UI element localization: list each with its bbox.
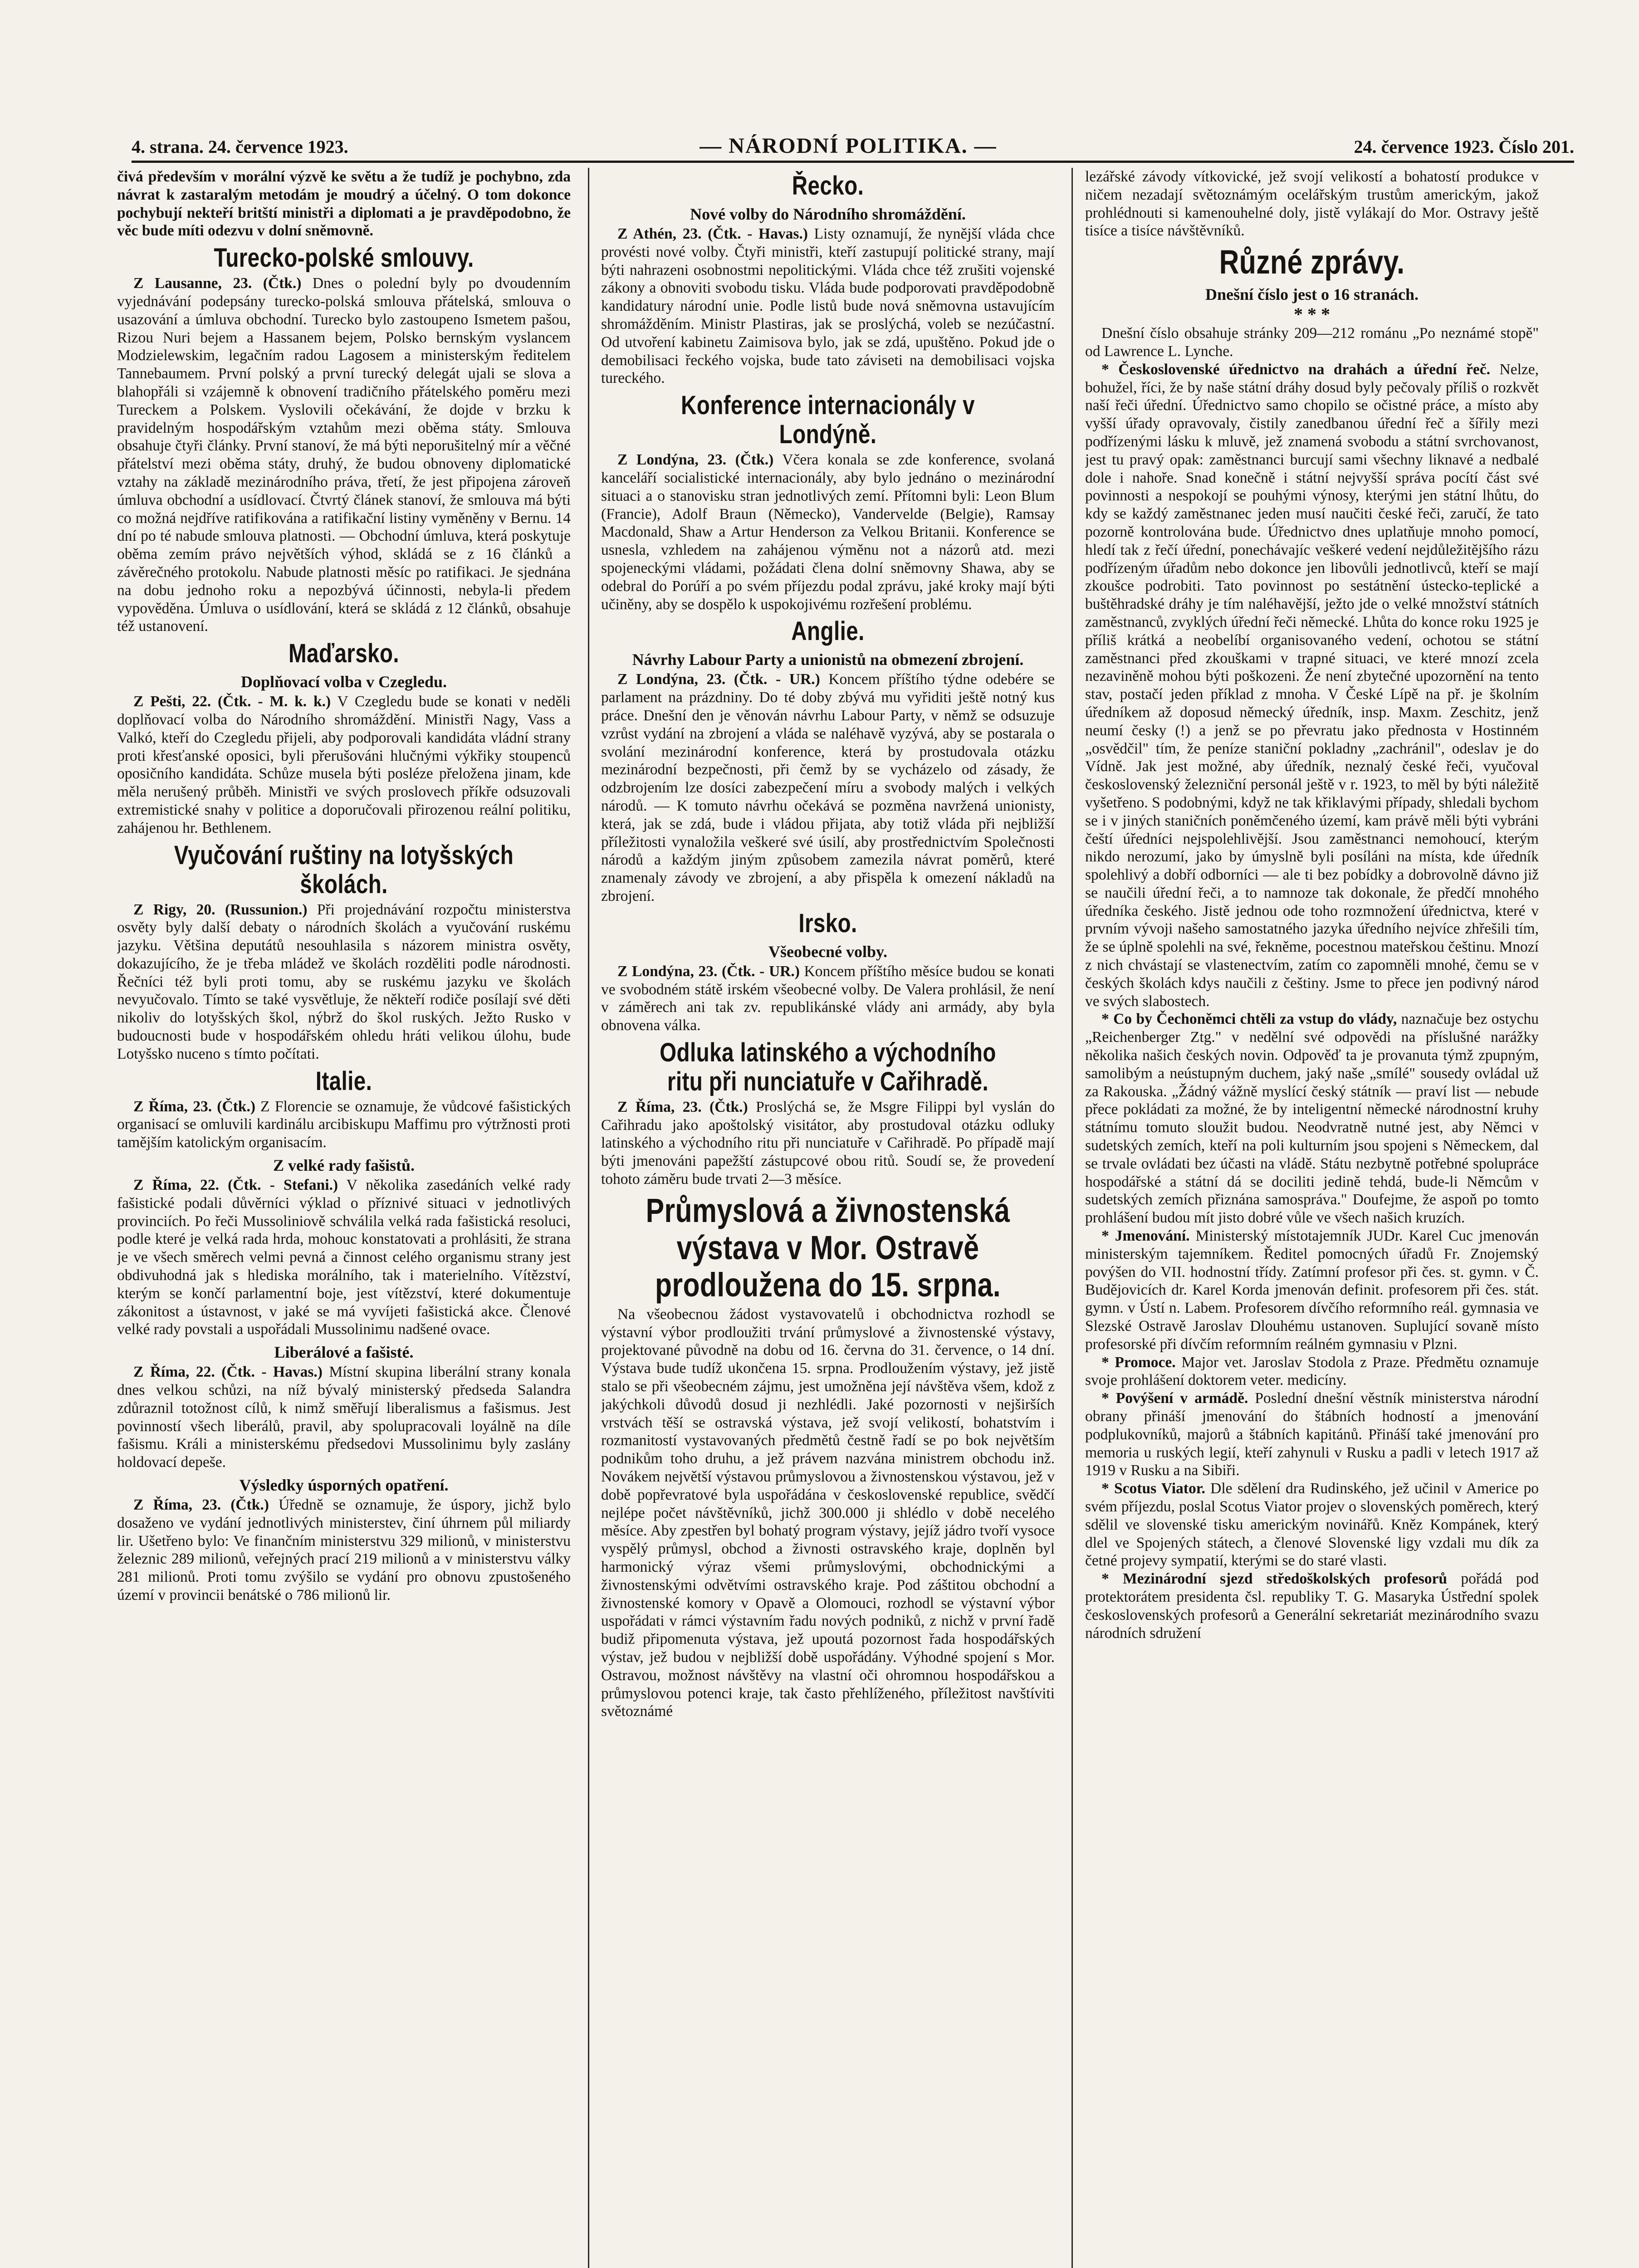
article-text: Koncem příštího týdne odebére se parlament na prázdniny. Do té doby zbývá mu vyřiditi ještě notný kus práce. Dnešní den je věnován návrhu Labour Party, v němž se odsuzuje vzrůst vydání na zbrojení a vláda se naléhavě vyzývá, aby se postarala o svolání mezinárodní konference, která by prostudovala otázku mezinárodní bezpečnosti, při čemž by se vycházelo od zásady, že odzbrojením lze dosíci zabezpečení míru a svobody malých i velkých národů. — K tomuto návrhu očekává se pozměna navržená unionisty, která, jak se zdá, bude i vládou přijata, aby totiž vláda při nejbližší příležitosti vynaložila veškeré své úsilí, aby prostřednictvím Společnosti národů a každým jiným způsobem zamezila návrat poměrů, které znamenaly závody ve zbrojení, a aby přispěla k omezení nákladů na zbrojení. [601,671,1055,904]
news-lead: * Mezinárodní sjezd středoškolských profesorů [1101,1570,1448,1588]
article-text: Listy oznamují, že nynější vláda chce provésti nové volby. Čtyři ministři, kteří zastupují politické strany, mají býti nahrazeni osobnostmi nepolitickými. Vláda chce též zrušiti vojenské zákony a obnoviti svobodu tisku. Vláda bude podporovati pravděpodobně kandidatury národní unie. Podle listů bude nová sněmovna ustavujícím shromážděním. Ministr Plastiras, jak se proslýchá, voleb se nezúčastní. Od utvoření kabinetu Zaimisova bylo, jak se zdá, upuštěno. Pokud jde o demobilisaci řeckého vojska, bude tato záviseti na demobilisaci vojska tureckého. [601,225,1055,387]
article-body: Na všeobecnou žádost vystavovatelů i obchodnictva rozhodl se výstavní výbor prodloužiti trvání průmyslové a živnostenské výstavy, projektované původně na dobu od 16. června do 31. července, o 14 dní. Výstava bude tudíž ukončena 15. srpna. Prodloužením výstavy, jež jistě stalo se při všeobecném zájmu, jest umožněna její návštěva všem, kdož z jakýchkoli důvodů dosud ji nezhlédli. Jaké pozornosti v nejširších vrstvách těší se ostravská výstava, jež svojí velikostí, bohatstvím i rozmanitostí vystavovaných předmětů čestně řadí se po bok největším podnikům toho druhu, a jež právem nazvána ministrem obchodu inž. Novákem největší výstavou průmyslovou a živnostenskou výstavou, jež v době popřevratové byla uspořádána v československé republice, svědčí nejlépe počet návštěvníků, jichž 300.000 ji shlédlo v době necelého měsíce. Aby zpestřen byl bohatý program výstavy, jejíž jádro tvoří vysoce vyspělý průmysl, obchod a živnosti ostravského kraje, doplněn byl harmonický výraz všemi průmyslovými, obchodnickými a živnostenskými odvětvími ostravského kraje. Pod záštitou obchodní a živnostenské komory v Opavě a Olomouci, rozhodl se výstavní výbor uspořádati v rámci výstavním řadu nových podniků, z nichž v první řadě budiž připomenuta výstava, jež upoutá pozornost řada hospodářských výstav, jež budou v nejbližší době uspořádány. Výhodné spojení s Mor. Ostravou, možnost návštěvy na vlastní oči ohromnou hospodářskou a průmyslovou potenci kraje, tak často přehlíženého, příležitost navštíviti světoznámé [601,1305,1055,1720]
article-title: Průmyslová a živnostenská výstava v Mor. Ostravě prodloužena do 15. srpna. [646,1191,1010,1304]
article-title: Italie. [315,1066,372,1096]
article-subtitle: Všeobecné volby. [768,942,887,961]
news-text: Poslední dnešní věstník ministerstva národní obrany přináší jmenování do štábních hodností a jmenování podplukovníků, majorů a štábních kapitánů. Přináší také jmenování pro memoria u ruských legií, kteří zahynuli v Rusku a padli v letech 1917 až 1919 v Rusku a na Sibiři. [1085,1390,1539,1479]
section-subtitle: Dnešní číslo jest o 16 stranách. [1205,285,1419,304]
article-text: V několika zasedáních velké rady fašistické podali důvěrníci výklad o příznivé situaci v jednotlivých provinciích. Po řeči Mussoliniově schválila velká rada fašistická resoluci, podle které je velká rada hrda, mohouc konstatovati a prohlásiti, že strana je ve všech směrech velmi pevná a činnost celého organismu strany jest obdivuhodná jak s hlediska morálního, tak i materielního. Vítězství, kterým se končí parlamentní boje, jest vítězství, které dokumentuje zákonitost a ústavnost, v jaké se má vyvíjeti fašistická akce. Členové velké rady povstali a uspořádali Mussolinimu nadšené ovace. [117,1177,571,1338]
news-text: Major vet. Jaroslav Stodola z Praze. Předmětu oznamuje svoje prohlášení doktorem veter. medicíny. [1085,1354,1539,1389]
article-body [117,274,571,635]
article-body [117,1363,571,1471]
article-body [601,670,1055,905]
article-title: Řecko. [792,171,864,200]
article-title: Maďarsko. [288,639,400,669]
dateline: Z Říma, 23. (Čtk.) [617,1098,748,1115]
news-item [1085,1570,1539,1642]
column-divider [588,168,589,2268]
article-title: Irsko. [798,908,857,938]
article-text: Dnes o polední byly po dvoudenním vyjednávání podepsány turecko-polská smlouva přátelská, smlouva o usazování a úmluva obchodní. Turecko bylo zastoupeno Ismetem pašou, Rizou Nuri bejem a Hassanem bejem, Polsko bernským vyslancem Modzielewskim, legačním radou Lagosem a ministerským ředitelem Tannebaumem. První polský a první turecký delegát ujali se slova a blahopřáli si vzájemně k obnovení tradičního přátelského poměru mezi Tureckem a Polskem. Vyslovili očekávání, že dojde v brzku k pravidelným hospodářským vztahům mezi oběma státy. Smlouva obsahuje čtyři články. První stanoví, že má býti neporušitelný mír a věčné přátelství mezi oběma státy, druhý, že budou obnoveny diplomatické vztahy na základě mezinárodního práva, třetí, že jest připojena zároveň úmluva obchodní a usídlovací. Čtvrtý článek stanoví, že smlouva má býti co možná nejdříve ratifikována a ratifikační listiny vyměněny v Bernu. 14 dní po té nabude smlouva platnosti. — Obchodní úmluva, která poskytuje oběma zemím právo největších výhod, skládá se z 16 článků a závěrečného protokolu. Nabude platnosti měsíc po ratifikaci. Je sjednána na dobu jednoho roku a nepozbývá účinnosti, nebyla-li předem vypověděna. Úmluva o usídlování, která se skládá z 12 článků, obsahuje též ustanovení. [117,275,571,635]
header-left: 4. strana. 24. července 1923. [132,137,348,157]
dateline: Z Říma, 23. (Čtk.) [133,1098,255,1115]
dateline: Z Pešti, 22. (Čtk. - M. k. k.) [133,693,331,710]
header-right: 24. července 1923. Číslo 201. [1354,137,1574,157]
intro-paragraph: čivá především v morální výzvě ke světu a že tudíž je pochybno, zda návrat k zastaralým metodám je moudrý a účelný. O tom dokonce pochybují nekteří britští ministři a diplomati a je pravděpodobno, že věc bude míti odezvu v dolní sněmovně. [117,168,571,240]
dateline: Z Rigy, 20. (Russunion.) [133,901,308,918]
dateline: Z Londýna, 23. (Čtk. - UR.) [617,963,800,980]
article-body [117,693,571,837]
article-body [601,1098,1055,1188]
dateline: Z Athén, 23. (Čtk. - Havas.) [617,225,808,242]
article-text: Proslýchá se, že Msgre Filippi byl vyslán do Cařihradu jako apoštolský visitátor, aby prostudoval otázku odluky latinského a východního ritu při nunciatuře v Cařihradě. Po případě mají býti jmenováni papežští zástupcové obou ritů. Soudí se, že provedení tohoto záměru bude trvati 2—3 měsíce. [601,1098,1055,1188]
column-3 [1085,168,1539,2268]
article-body [601,963,1055,1035]
article-subtitle: Nové volby do Národního shromáždění. [690,205,966,223]
news-text: pořádá pod protektorátem presidenta čsl. republiky T. G. Masaryka Ústřední spolek československých profesorů a Generální sekretariát mezinárodního svazu národních sdružení [1085,1570,1539,1642]
article-body [117,1176,571,1339]
separator-stars: * * * [1294,304,1330,325]
article-body [601,225,1055,387]
article-text: Z Florencie se oznamuje, že vůdcové fašistických organisací se omluvili kardinálu arcibiskupu Maffimu pro výtržnosti proti tamějším katolickým organisacím. [117,1098,571,1151]
article-subtitle: Z velké rady fašistů. [273,1156,415,1175]
news-lead: * Scotus Viator. [1101,1480,1205,1497]
news-item [1085,361,1539,1011]
dateline: Z Londýna, 23. (Čtk.) [617,451,774,469]
dateline: Z Londýna, 23. (Čtk. - UR.) [617,671,820,688]
masthead: — NÁRODNÍ POLITIKA. — [700,134,997,158]
news-text: Nelze, bohužel, říci, že by naše státní dráhy dosud byly pečovaly příliš o rozkvět naší řeči úřední. Úřednictvo samo chopilo se očistné práce, a místo aby vyšší úřady opravovaly, čistily zanedbanou úřední řeč a šířily mezi podřízenými lásku k mluvě, jež znamená svobodu a státní svrchovanost, jest tu pravý opak: zaměstnanci burcují sami všechny liknavé a nedbalé dole i nahoře. Snad konečně i státní nejvyšší správa pocítí část své povinnosti a nespokojí se pouhými výnosy, kterými jen státní lhůtu, do kdy se každý zaměstnanec jeden musí naučiti české řeči, zaručí, že tato pozorně kontrolována bude. Úřednictvo dnes uplatňuje mnoho pomocí, hledí tak z řečí úřední, ponechávajíc veškeré vedení nejdůležitějšího rázu podřízeným úřadům nebo dokonce jen libovůli jednotlivců, kteří se mají zkoušce podrobiti. Tato povinnost po sestátnění ústecko-teplické a buštěhradské dráhy je tím naléhavější, ježto jde o velké množství státních zaměstnanců, zvyklých úřední řeči německé. Lhůta do konce roku 1925 je příliš krátká a neobelíbí organisovaného vedení, ochotou se státní zaměstnanci před zkouškami v trapné situaci, ve které mnozí zcela nezaviněně mohou býti poškozeni. Že není zbytečné upozornění na tento stav, postačí jeden příklad z mnoha. V České Lípě na př. je školním úředníkem až doposud německý úředník, insp. Maxm. Zeschitz, jenž neumí česky (!) a jenž se po převratu jako přednosta v Hostinném „osvědčil" tím, že peníze staniční pokladny „zachránil", odeslav je do Vídně. Jak jest možné, aby úředník, neznalý české řeči, vyučoval československý železniční personál ještě v r. 1923, to měl by býti náležitě vyšetřeno. S podobnými, když ne tak křiklavými případy, shledali bychom se i v jiných staničních poněmčeného území, kam právě měli býti vybráni čeští úředníci nejspolehlivější. Jsou zaměstnanci nemohoucí, kterým nikdo nerozumí, jako by úmyslně byli posíláni na místa, kde úředník spolehlivý a dobří odborníci — ale ti bez pobídky a dobrovolně dávno již se naučili úřední řeči, a to namnoze tak dokonale, že předčí mnohého úředníka českého. Jistě jednou ode toho rozmnožení úřednictva, které v prvním vývoji našeho samostatného jazyka úředního nejvíce zhřešili tím, že se úplně spolehli na své, řekněme, pocestnou mateřskou češtinu. Mnozí z nich chvástají se vlastenectvím, zatím co zapomněli mnohé, čemu se v českých školách kdys naučili z češtiny. Jsme to přece jen podivný národ ve svých slabostech. [1085,361,1539,1010]
article-text: Úředně se oznamuje, že úspory, jichž bylo dosaženo ve vydání jednotlivých ministerstev, činí úhrnem půl miliardy lir. Ušetřeno bylo: Ve finančním ministerstvu 329 milionů, v ministerstvu železnic 289 milionů, veřejných prací 219 milionů a v ministerstvu války 281 milionů. Proti tomu zvýšilo se vydání pro obnovu zpustošeného území v provincii benátské o 786 milionů lir. [117,1496,571,1603]
article-text: Při projednávání rozpočtu ministerstva osvěty byly další debaty o národních školách a vyučování ruskému jazyku. Většina deputátů nesouhlasila s názorem ministra osvěty, dokazujícího, že je třeba mládež ve školách rozděliti podle národnosti. Řečníci též byli proti tomu, aby se ruskému jazyku ve školách nevyučovalo. Tímto se také vysvětluje, že někteří rodiče posílají své děti nikoliv do lotyšských škol, nýbrž do škol ruských. Ježto Rusko v budoucnosti bude v hospodářském ohledu hráti velikou úlohu, bude Lotyšsko nuceno s tímto počítati. [117,901,571,1062]
news-item [1085,1354,1539,1390]
article-title: Anglie. [791,616,865,646]
news-text: naznačuje bez ostychu „Reichenberger Ztg." v nedělní své odpovědi na příslušné narážky několika našich českých novin. Odpověď ta je provanuta týmž zpupným, samolibým a neústupným duchem, jaký naše „smílé" sousedy ovládal už za Rakouska. „Žádný vážně myslící český státník — praví list — nebude přece pokládati za možné, že by inteligentní německé národnostní kruhy státnímu tomuto sloužit budou. Neodvratně nutné jest, aby Němci v sudetských zemích, kteří na poli kulturním jsou spojeni s Německem, dal se trvale ovládati bez účasti na vládě. Státu nezbytně potřebné spolupráce hospodářské a státní dá se dociliti jedině tehdá, bude-li Němcům v sudetských zemích přiznána samospráva." Doufejme, že aspoň po tomto prohlášení budou mít jisto dobré vůle ve všech našich kruzích. [1085,1011,1539,1227]
news-lead: * Co by Čechoněmci chtěli za vstup do vlády, [1101,1011,1397,1028]
news-item [1085,1010,1539,1227]
article-text: Místní skupina liberální strany konala dnes velkou schůzi, na níž bývalý ministerský předseda Salandra zdůraznil totožnost cílů, k nimž směřují liberalismus a fašismus. Jest povinností všech liberálů, pravil, aby spolupracovali loyálně na díle fašismu. Králi a ministerskému předsedovi Mussolinimu byly zaslány holdovací depeše. [117,1364,571,1471]
article-subtitle: Liberálové a fašisté. [274,1343,414,1362]
news-item [1085,1227,1539,1354]
dateline: Z Lausanne, 23. (Čtk.) [133,275,302,292]
news-lead: * Povýšení v armádě. [1101,1390,1248,1407]
article-text: V Czegledu bude se konati v neděli doplňovací volba do Národního shromáždění. Ministři Nagy, Vass a Valkó, kteří do Czegledu přijeli, aby podporovali kandidáta vládní strany proti křesťanské oposici, byli přerušováni hlučnými výkřiky stoupenců oposičního kandidáta. Schůze musela býti posléze přeložena jinam, kde měla nerušený průběh. Ministři ve svých proslovech příkře odsuzovali extremistické snahy v politice a doporučovali přirozenou reální politiku, zahájenou hr. Bethlenem. [117,693,571,836]
news-item [1085,1480,1539,1570]
article-subtitle: Výsledky úsporných opatření. [239,1476,449,1495]
header-rule [132,161,1574,163]
dateline: Z Říma, 22. (Čtk. - Stefani.) [133,1177,338,1194]
news-lead: * Jmenování. [1101,1227,1190,1245]
article-body [601,451,1055,613]
article-body [117,1496,571,1604]
column-1 [117,168,571,2268]
column-2 [601,168,1055,2268]
news-text: Ministerský místotajemník JUDr. Karel Cuc jmenován ministerským tajemníkem. Ředitel pomocných úřadů Fr. Znojemský povýšen do VII. hodnostní třídy. Zatímní profesor při čes. st. gymn. v Č. Budějovicích dr. Karel Korda jmenován definit. profesorem při čes. stát. gymn. v Ústí n. Labem. Profesorem dívčího reformního reál. gymnasia ve Slezské Ostravě Jaroslav Dlouhému ustanoven. Suplující sovaně místo profesorské při dívčím reformním reálném gymnasiu v Plzni. [1085,1227,1539,1353]
news-lead: * Československé úřednictvo na drahách a úřední řeč. [1101,361,1491,378]
dateline: Z Říma, 22. (Čtk. - Havas.) [133,1364,323,1381]
column-divider [1071,168,1073,2268]
news-text: Dle sdělení dra Rudinského, jež učinil v Americe po svém příjezdu, poslal Scotus Viator projev o slovenských poměrech, který sdělil ve slovenské tisku americkým novinářů. Kněz Kompánek, který dlel ve Spojených státech, a členové Slovenské ligy vzdali mu dík za četné projevy sympatií, kterými se do staré vlasti. [1085,1480,1539,1569]
article-title: Turecko-polské smlouvy. [214,243,474,273]
article-title: Konference internacionály v Londýně. [680,391,975,450]
article-subtitle: Doplňovací volba v Czegledu. [240,673,447,691]
article-subtitle: Návrhy Labour Party a unionistů na obmezení zbrojení. [632,650,1024,669]
news-lead: * Promoce. [1101,1354,1176,1371]
section-title: Různé zprávy. [1219,243,1405,281]
news-item: Dnešní číslo obsahuje stránky 209—212 románu „Po neznámé stopě" od Lawrence L. Lynche. [1085,325,1539,360]
dateline: Z Říma, 23. (Čtk.) [133,1496,269,1514]
intro-paragraph: lezářské závody vítkovické, jež svojí velikostí a bohatostí produkce v ničem nezadají světoznámým ocelářským trustům americkým, jakož prohlédnouti si kamenouhelné doly, jistě vylákají do Mor. Ostravy ještě tisíce a tisíce návštěvníků. [1085,168,1539,240]
article-text: Koncem příštího měsíce budou se konati ve svobodném státě irském všeobecné volby. De Valera prohlásil, že není v záměrech ani tak zv. republikánské vlády ani armády, aby byla obnovena válka. [601,963,1055,1034]
article-title: Odluka latinského a východního ritu při nunciatuře v Cařihradě. [660,1037,996,1096]
news-item [1085,1389,1539,1480]
article-body [117,1098,571,1152]
article-text: Včera konala se zde konference, svolaná kanceláří socialistické internacionály, aby bylo jednáno o mezinárodní situaci a o stanovisku stran jednotlivých zemí. Přítomni byli: Leon Blum (Francie), Adolf Braun (Německo), Vandervelde (Belgie), Ramsay Macdonald, Shaw a Artur Henderson za Velkou Britanii. Konference se usnesla, vzhledem na zahájenou výměnu not a názorů atd. mezi spojeneckými vládami, požádati člena dolní sněmovny Shawa, aby se odebral do Porúří a po svém příjezdu podal zprávu, jaké kroky mají býti učiněny, aby se dospělo k uspokojivému rozřešení problému. [601,451,1055,613]
page-header [132,132,1574,159]
article-body [117,901,571,1063]
article-title: Vyučování ruštiny na lotyšských školách. [174,840,514,899]
